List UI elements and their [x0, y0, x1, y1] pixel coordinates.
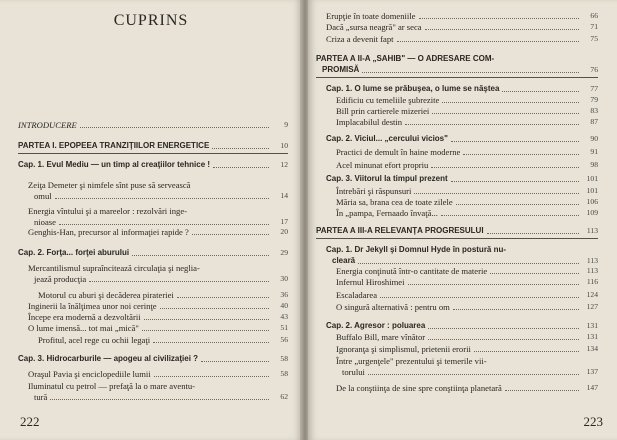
toc-page-number: 17: [280, 217, 288, 226]
toc-page-number: 71: [590, 22, 598, 31]
toc-page-number: 10: [280, 141, 288, 150]
leader-dots: [428, 328, 579, 329]
leader-dots: [142, 330, 269, 331]
leader-dots: [441, 215, 579, 216]
toc-page-number: 83: [590, 106, 598, 115]
toc-entry-title: Ignoranţa şi simplismul, prietenii erorii: [336, 344, 471, 354]
toc-entry-title: Cap. 2. Agresor : poluarea: [326, 321, 426, 330]
leader-dots: [428, 339, 579, 340]
leader-dots: [502, 91, 579, 92]
toc-entry-title: Acel minunat efort propriu: [336, 160, 429, 170]
toc-entry: [18, 160, 288, 170]
toc-entry-title: Zeiţa Demeter şi nimfele sînt puse să servească: [28, 180, 191, 190]
toc-entry-title: PROMISĂ: [322, 65, 360, 74]
toc-entry: [316, 226, 598, 236]
toc-entry: [336, 117, 598, 127]
toc-entry-title: De la conştiinţa de sine spre conştiinţa planetară: [336, 383, 502, 393]
toc-entry: [326, 22, 598, 32]
toc-page-number: 127: [586, 302, 598, 311]
toc-page-number: 29: [280, 248, 288, 257]
leader-dots: [432, 113, 579, 114]
toc-entry: [332, 256, 598, 266]
toc-page-number: 30: [280, 274, 288, 283]
leader-dots: [505, 390, 579, 391]
leader-dots: [442, 102, 579, 103]
leader-dots: [160, 308, 269, 309]
leader-dots: [192, 234, 269, 235]
toc-entry-title: tură: [34, 392, 48, 402]
toc-entry-title: Profitul, acel rege cu ochii legaţi: [38, 335, 151, 345]
toc-page-number: 106: [586, 197, 598, 206]
toc-entry-title: Genghis-Han, precursor al informaţiei rapide ?: [28, 227, 189, 237]
toc-entry: [326, 321, 598, 331]
toc-entry-title: Mercantilismul supraîncitează circulaţia şi neglia-: [28, 263, 200, 273]
toc-entry-title: În „pampa, Fernaado învaţă...: [336, 208, 438, 218]
leader-dots: [144, 319, 269, 320]
toc-entry: [336, 106, 598, 116]
toc-page-number: 56: [280, 335, 288, 344]
toc-entry: [336, 266, 598, 276]
leader-dots: [358, 263, 579, 264]
toc-entry: [38, 290, 288, 300]
toc-page-number: 131: [586, 332, 598, 341]
toc-page-number: 12: [280, 160, 288, 169]
toc-page-number: 124: [586, 290, 598, 299]
leader-dots: [474, 351, 579, 352]
toc-page-number: 40: [280, 301, 288, 310]
leader-dots: [153, 342, 269, 343]
leader-dots: [451, 181, 579, 182]
toc-entry: [38, 335, 288, 345]
toc-entry-title: Între „urgenţele" prezentului şi temerile vii-: [336, 356, 487, 366]
leader-dots: [50, 399, 269, 400]
toc-page-number: 51: [280, 323, 288, 332]
toc-page-number: 113: [586, 266, 598, 275]
section-rule: [316, 238, 598, 239]
toc-page-number: 90: [590, 134, 598, 143]
toc-page-number: 20: [280, 227, 288, 236]
toc-entry: [34, 392, 288, 402]
section-rule: [316, 77, 598, 78]
toc-entry-title: Escaladarea: [336, 290, 378, 300]
toc-entry: [322, 65, 598, 75]
toc-entry: [28, 323, 288, 333]
toc-entry-title: Inginerii la înălţimea unor noi cerinţe: [28, 301, 157, 311]
toc-entry-title: Cap. 1. Evul Mediu — un timp al creaţiilor tehnice !: [18, 160, 211, 169]
toc-page-number: 116: [586, 277, 598, 286]
toc-entry: [336, 95, 598, 105]
toc-entry-title: Implacabilul destin: [336, 117, 403, 127]
toc-entry-title: jează producţia: [34, 274, 87, 284]
toc-page-number: 87: [590, 117, 598, 126]
toc-entry-title: Cap. 1. Dr Jekyll şi Domnul Hyde în postură nu-: [326, 245, 507, 254]
toc-entry: [34, 191, 288, 201]
toc-entry-title: torului: [342, 367, 365, 377]
leader-dots: [431, 167, 579, 168]
toc-entry-title: Întrebări şi răspunsuri: [336, 186, 412, 196]
leader-dots: [212, 148, 269, 149]
leader-dots: [368, 374, 579, 375]
toc-entry-title: omul: [34, 191, 52, 201]
leader-dots: [425, 29, 579, 30]
right-page: [308, 0, 617, 440]
toc-page-number: 113: [586, 256, 598, 265]
leader-dots: [419, 18, 580, 19]
leader-dots: [55, 198, 269, 199]
toc-entry: [28, 369, 288, 379]
leader-dots: [132, 255, 269, 256]
toc-entry-title: O singură alternativă : pentru om: [336, 302, 450, 312]
leader-dots: [380, 297, 579, 298]
toc-page-number: 147: [586, 383, 598, 392]
toc-page-number: 58: [280, 354, 288, 363]
leader-dots: [451, 141, 579, 142]
toc-entry-title: INTRODUCERE: [18, 120, 77, 130]
toc-entry: [34, 217, 288, 227]
toc-entry-title: Edificiu cu temeliile şubrezite: [336, 95, 440, 105]
toc-page-number: 79: [590, 95, 598, 104]
leader-dots: [201, 361, 269, 362]
toc-page-number: 58: [280, 369, 288, 378]
toc-entry: [336, 332, 598, 342]
leader-dots: [463, 154, 579, 155]
leader-dots: [405, 124, 579, 125]
leader-dots: [177, 297, 269, 298]
toc-entry: [326, 11, 598, 21]
toc-page-number: 131: [586, 321, 598, 330]
toc-entry: [18, 141, 288, 151]
toc-entry-title: Cap. 3. Viitorul la timpul prezent: [326, 174, 448, 183]
leader-dots: [89, 281, 269, 282]
toc-page-number: 66: [590, 11, 598, 20]
toc-page-number: 14: [280, 191, 288, 200]
toc-page-number: 98: [590, 160, 598, 169]
toc-entry: [326, 84, 598, 94]
toc-entry-title: cleară: [332, 256, 356, 265]
toc-page-number: 77: [590, 84, 598, 93]
toc-page-number: 113: [586, 226, 598, 235]
toc-entry: [336, 160, 598, 170]
leader-dots: [408, 284, 580, 285]
toc-entry-title: Energia vîntului şi a mareelor : rezolvări inge-: [28, 206, 188, 216]
toc-entry-title: Energia conţinută într-o cantitate de materie: [336, 266, 488, 276]
toc-page-number: 75: [590, 34, 598, 43]
toc-page-number: 137: [586, 367, 598, 376]
toc-entry: [326, 34, 598, 44]
toc-entry: [336, 302, 598, 312]
toc-page-number: 101: [586, 174, 598, 183]
leader-dots: [154, 376, 269, 377]
toc-entry: [336, 197, 598, 207]
leader-dots: [80, 127, 269, 128]
toc-entry: [326, 134, 598, 144]
toc-page-number: 9: [284, 120, 288, 129]
toc-entry: [336, 186, 598, 196]
toc-entry-title: PARTEA I. EPOPEEA TRANZIŢIILOR ENERGETICE: [18, 141, 210, 150]
toc-page-number: 43: [280, 312, 288, 321]
toc-entry: [342, 367, 598, 377]
toc-entry: [18, 248, 288, 258]
leader-dots: [453, 309, 579, 310]
toc-entry: [18, 120, 288, 130]
leader-dots: [414, 193, 579, 194]
toc-entry-title: Practici de demult în haine moderne: [336, 147, 461, 157]
toc-entry: [28, 312, 288, 322]
toc-entry-title: nioase: [34, 217, 56, 227]
toc-page-number: 36: [280, 290, 288, 299]
toc-page-number: 62: [280, 392, 288, 401]
leader-dots: [362, 72, 579, 73]
toc-entry: [18, 354, 288, 364]
toc-page-number: 134: [586, 344, 598, 353]
toc-entry-title: Infernul Hiroshimei: [336, 277, 405, 287]
toc-entry-title: O lume imensă... tot mai „mică": [28, 323, 139, 333]
toc-page-number: 91: [590, 147, 598, 156]
toc-entry: [336, 147, 598, 157]
toc-entry: [28, 301, 288, 311]
leader-dots: [487, 233, 579, 234]
leader-dots: [397, 41, 579, 42]
toc-entry: [336, 383, 598, 393]
toc-entry-title: Buffalo Bill, mare vînător: [336, 332, 426, 342]
toc-entry-title: Cap. 2. Forţa... forţei aburului: [18, 248, 130, 257]
left-page: [0, 0, 302, 440]
toc-entry-title: Cap. 1. O lume se prăbuşea, o lume se năştea: [326, 84, 500, 93]
toc-entry-title: Iluminatul cu petrol — prefaţă la o mare aventu-: [28, 381, 196, 391]
toc-entry-title: Începe era modernă a dezvoltării: [28, 312, 141, 322]
leader-dots: [59, 224, 269, 225]
toc-entry-title: Cap. 2. Viciul... „cercului vicios": [326, 134, 448, 143]
leader-dots: [456, 204, 579, 205]
leader-dots: [490, 273, 579, 274]
toc-entry-title: Bill prin cartierele mizeriei: [336, 106, 430, 116]
toc-page-number: 109: [586, 208, 598, 217]
toc-entry-title: Cap. 3. Hidrocarburile — apogeu al civilizaţiei ?: [18, 354, 199, 363]
right-page-number: 223: [583, 414, 603, 429]
toc-entry: [326, 174, 598, 184]
toc-page-number: 101: [586, 186, 598, 195]
page-title: CUPRINS: [113, 12, 189, 29]
toc-entry-title: Dacă „sursa neagră" ar seca: [326, 22, 422, 32]
toc-entry-title: Erupţie în toate domeniile: [326, 11, 416, 21]
section-rule: [18, 153, 288, 154]
toc-entry-title: Criza a devenit fapt: [326, 34, 394, 44]
toc-entry-title: Motorul cu aburi şi decăderea pirateriei: [38, 290, 174, 300]
toc-entry: [336, 290, 598, 300]
left-page-number: 222: [20, 414, 40, 429]
toc-entry: [34, 274, 288, 284]
toc-entry: [336, 277, 598, 287]
toc-entry-title: Măria sa, brana cea de toate zilele: [336, 197, 453, 207]
toc-entry-title: PARTEA A III-A RELEVANŢA PROGRESULUI: [316, 226, 484, 235]
toc-entry: [28, 227, 288, 237]
toc-entry-title: PARTEA A II-A „SAHIB" — O ADRESARE COM-: [316, 54, 495, 63]
toc-entry: [336, 344, 598, 354]
toc-entry: [336, 208, 598, 218]
toc-page-number: 76: [590, 65, 598, 74]
toc-entry-title: Oraşul Pavia şi enciclopediile lumii: [28, 369, 151, 379]
leader-dots: [213, 167, 269, 168]
